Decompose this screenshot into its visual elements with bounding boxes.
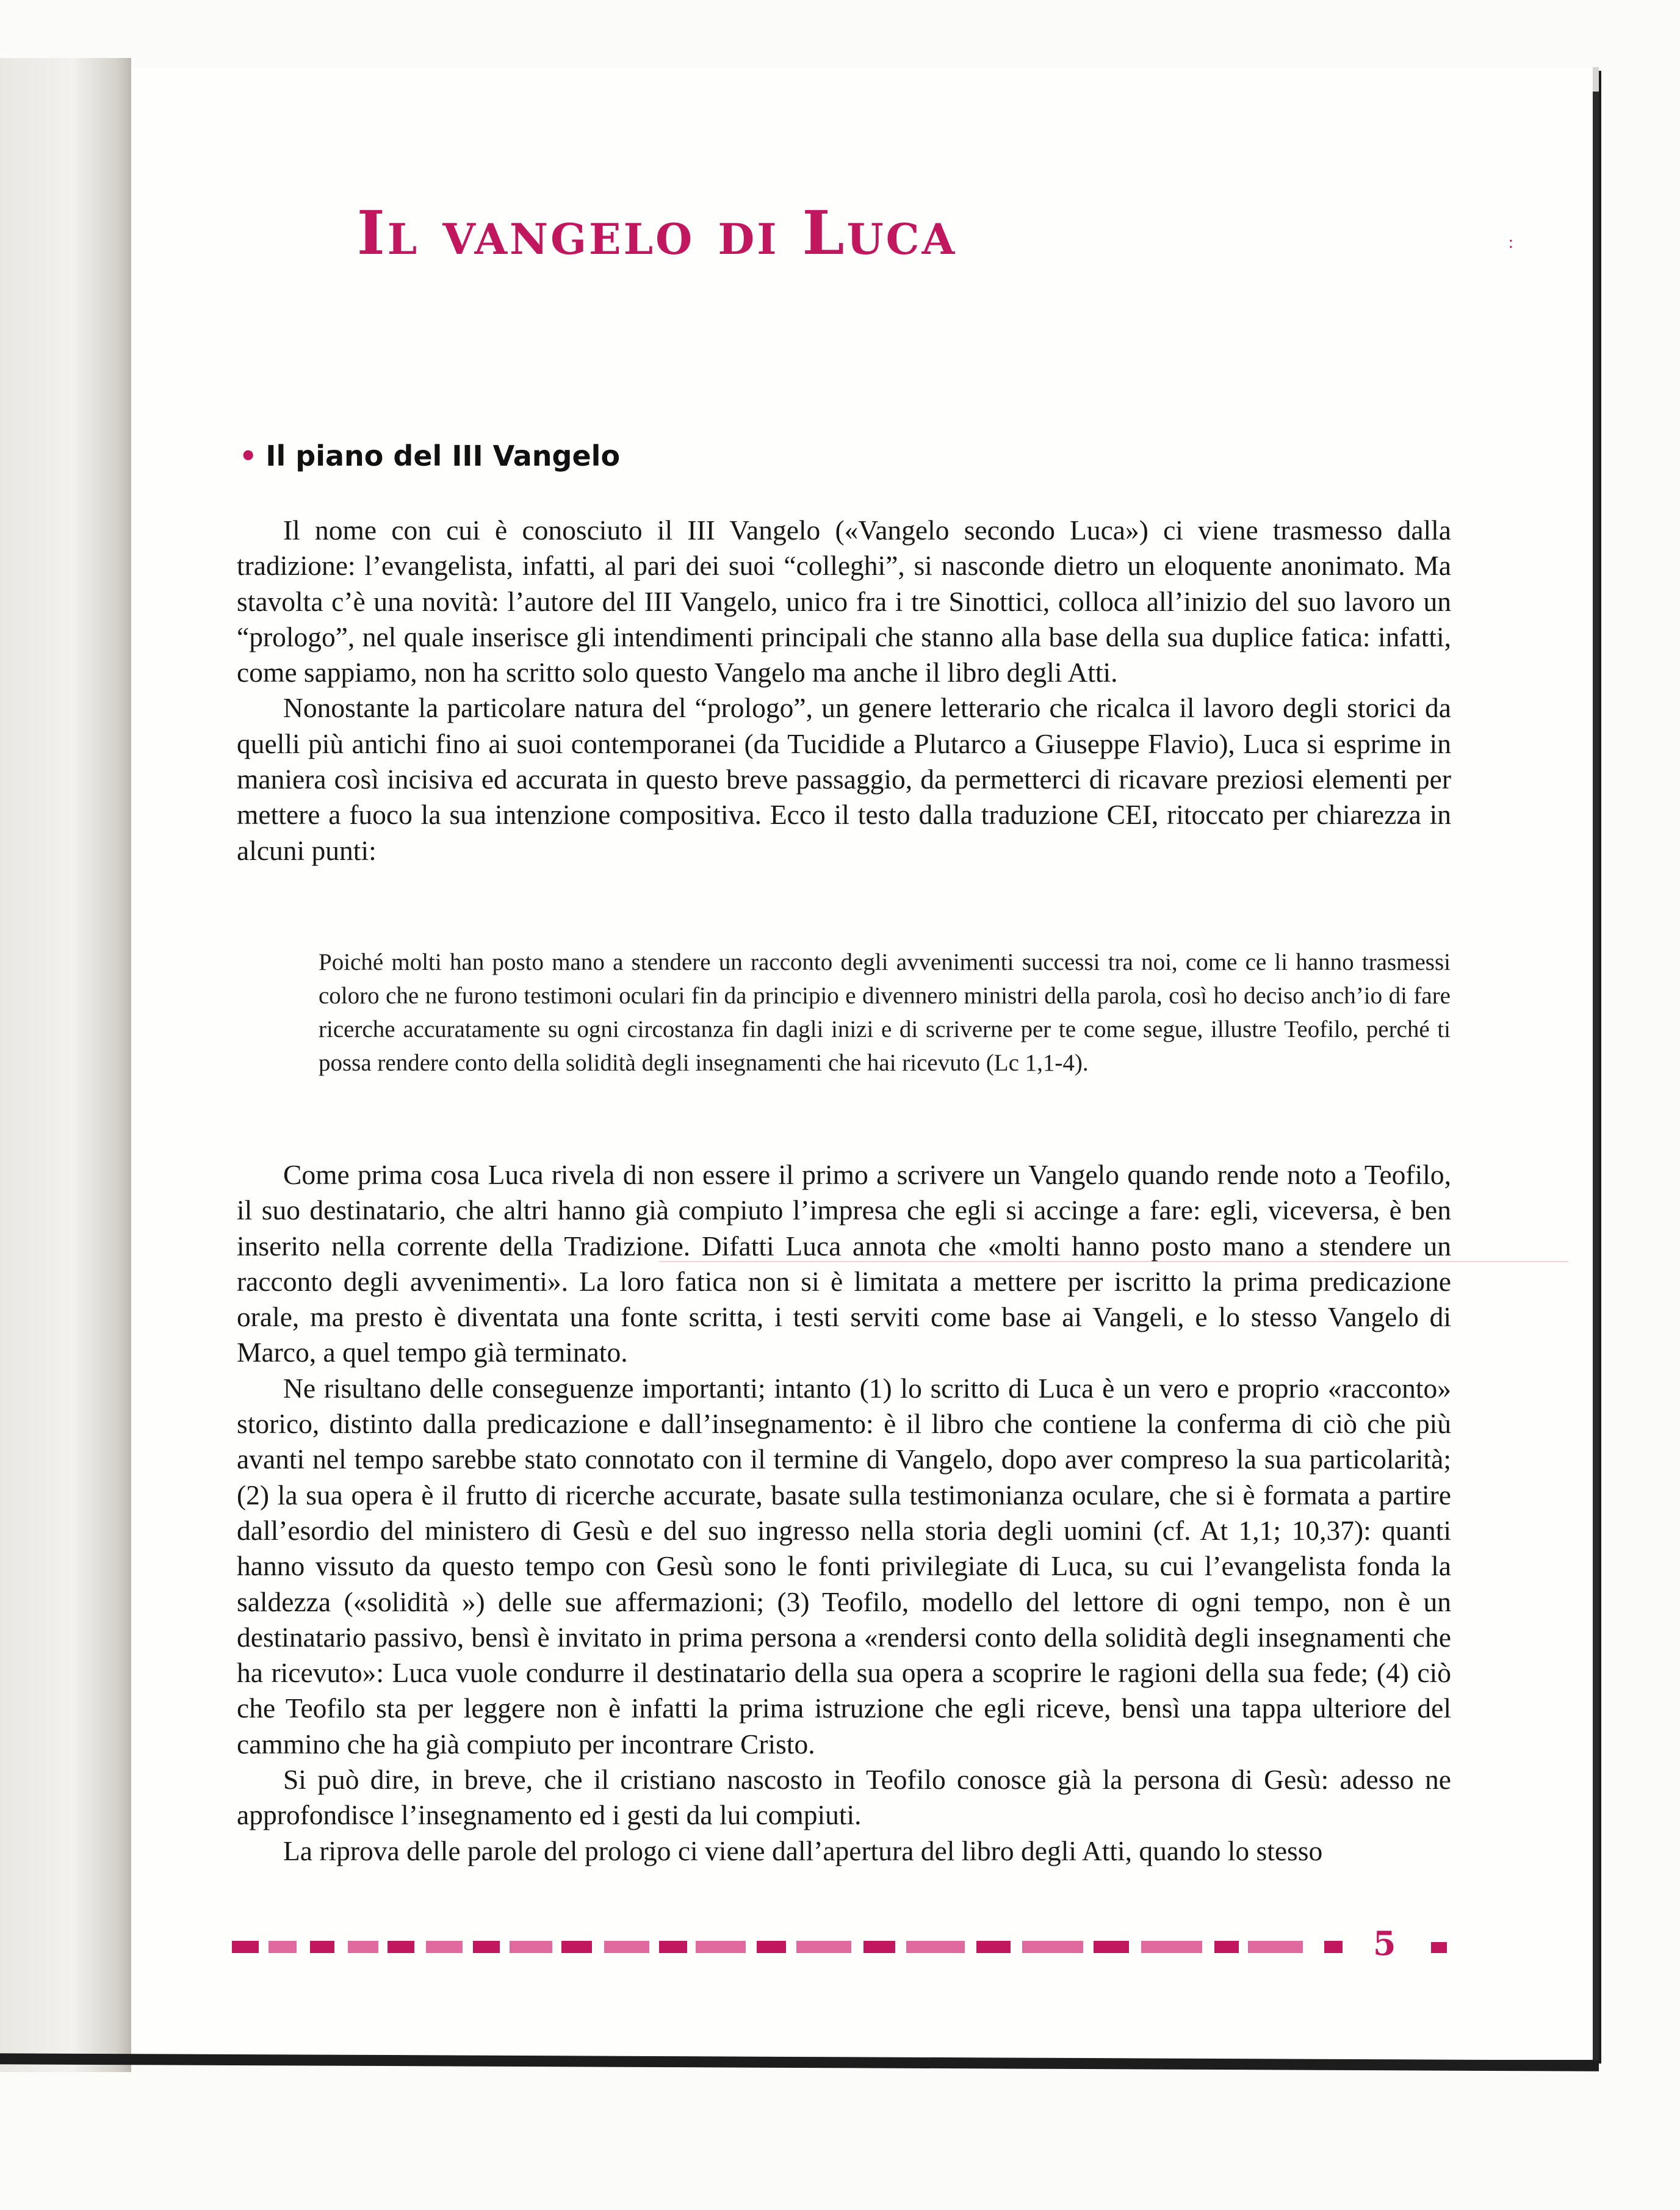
footer-segment	[269, 1941, 297, 1953]
body-text-top	[237, 513, 1451, 868]
footer-segment	[348, 1941, 378, 1953]
footer-segment	[796, 1941, 851, 1953]
footer-segment	[388, 1941, 414, 1953]
footer-segment	[906, 1941, 965, 1953]
footer-ornament	[232, 1941, 1428, 1953]
footer-segment	[310, 1941, 334, 1953]
section-heading-text: Il piano del III Vangelo	[265, 439, 621, 472]
section-heading	[239, 439, 620, 472]
footer-segment	[604, 1941, 649, 1953]
paragraph: Nonostante la particolare natura del “prologo”, un genere letterario che ricalca il lavoro degli storici da quelli più antichi fino ai suoi contemporanei (da Tucidide a Plutarco a Giuseppe Flavio), Luca si esprime in maniera così incisiva ed accurata in questo breve passaggio, da permetterci di ricavare preziosi elementi per mettere a fuoco la sua intenzione compositiva. Ecco il testo dalla traduzione CEI, ritoccato per chiarezza in alcuni punti:	[237, 692, 1451, 866]
facing-page-edge	[0, 58, 131, 2072]
paragraph: Si può dire, in breve, che il cristiano nascosto in Teofilo conosce già la persona di Gesù: adesso ne approfondisce l’insegnamento ed i gesti da lui compiuti.	[237, 1764, 1451, 1831]
section-bullet: •	[239, 439, 258, 472]
margin-mark: :	[1509, 233, 1513, 252]
footer-segment	[1214, 1941, 1239, 1953]
footer-segment	[473, 1941, 500, 1953]
footer-segment	[1324, 1941, 1343, 1953]
footer-segment	[659, 1941, 687, 1953]
paragraph: Ne risultano delle conseguenze importanti; intanto (1) lo scritto di Luca è un vero e proprio «racconto» storico, distinto dalla predicazione e dall’insegnamento: è il libro che contiene la conferma di ciò che più avanti nel tempo sarebbe stato connotato con il termine di Vangelo, dopo aver compreso la sua particolarità; (2) la sua opera è il frutto di ricerche accurate, basate sulla testimonianza oculare, che si è formata a partire dall’esordio del ministero di Gesù e del suo ingresso nella storia degli uomini (cf. At 1,1; 10,37): quanti hanno vissuto da questo tempo con Gesù sono le fonti privilegiate di Luca, su cui l’evangelista fonda la saldezza («solidità ») delle sue affermazioni; (3) Teofilo, modello del lettore di ogni tempo, non è un destinatario passivo, bensì è invitato in prima persona a «rendersi conto della solidità degli insegnamenti che ha ricevuto»: Luca vuole condurre il destinatario della sua opera a scoprire le ragioni della sua fede; (4) ciò che Teofilo sta per leggere non è infatti la prima istruzione che egli riceve, bensì una tappa ulteriore del cammino che ha già compiuto per incontrare Cristo.	[237, 1372, 1451, 1760]
footer-segment	[232, 1941, 259, 1953]
chapter-title: Il vangelo di Luca	[356, 198, 957, 269]
page-number: 5	[1373, 1924, 1396, 1963]
page-right-shadow	[1593, 92, 1599, 2066]
footer-segment	[863, 1941, 895, 1953]
paragraph: La riprova delle parole del prologo ci viene dall’apertura del libro degli Atti, quando lo stesso	[283, 1835, 1323, 1866]
prologue-quote: Poiché molti han posto mano a stendere un racconto degli avvenimenti successi tra noi, come ce li hanno trasmessi coloro che ne furono testimoni oculari fin da principio e divennero ministri della parola, così ho deciso anch’io di fare ricerche accuratamente su ogni circostanza fin dagli inizi e di scriverne per te come segue, illustre Teofilo, perché ti possa rendere conto della solidità degli insegnamenti che hai ricevuto (Lc 1,1-4).	[319, 949, 1451, 1076]
footer-segment	[561, 1941, 592, 1953]
paragraph: Come prima cosa Luca rivela di non essere il primo a scrivere un Vangelo quando rende noto a Teofilo, il suo destinatario, che altri hanno già compiuto l’impresa che egli si accinge a fare: egli, viceversa, è ben inserito nella corrente della Tradizione. Difatti Luca annota che «molti hanno posto mano a stendere un racconto degli avvenimenti». La loro fatica non si è limitata a mettere per iscritto la prima predicazione orale, ma presto è diventata una fonte scritta, i testi serviti come base ai Vangeli, e lo stesso Vangelo di Marco, a quel tempo già terminato.	[237, 1159, 1451, 1368]
paragraph: Il nome con cui è conosciuto il III Vangelo («Vangelo secondo Luca») ci viene trasmesso dalla tradizione: l’evangelista, infatti, al pari dei suoi “colleghi”, si nasconde dietro un eloquente anonimato. Ma stavolta c’è una novità: l’autore del III Vangelo, unico fra i tre Sinottici, colloca all’inizio del suo lavoro un “prologo”, nel quale inserisce gli intendimenti principali che stanno alla base della sua duplice fatica: infatti, come sappiamo, non ha scritto solo questo Vangelo ma anche il libro degli Atti.	[237, 515, 1451, 688]
footer-segment	[1094, 1941, 1129, 1953]
footer-segment	[976, 1941, 1011, 1953]
footer-segment	[1022, 1941, 1083, 1953]
footer-segment	[696, 1941, 746, 1953]
body-text-bottom	[237, 1157, 1451, 1869]
footer-segment	[1141, 1941, 1202, 1953]
footer-segment	[1248, 1941, 1303, 1953]
footer-segment	[757, 1941, 786, 1953]
footer-segment	[426, 1941, 463, 1953]
footer-segment	[510, 1941, 552, 1953]
footer-segment	[1431, 1942, 1447, 1953]
